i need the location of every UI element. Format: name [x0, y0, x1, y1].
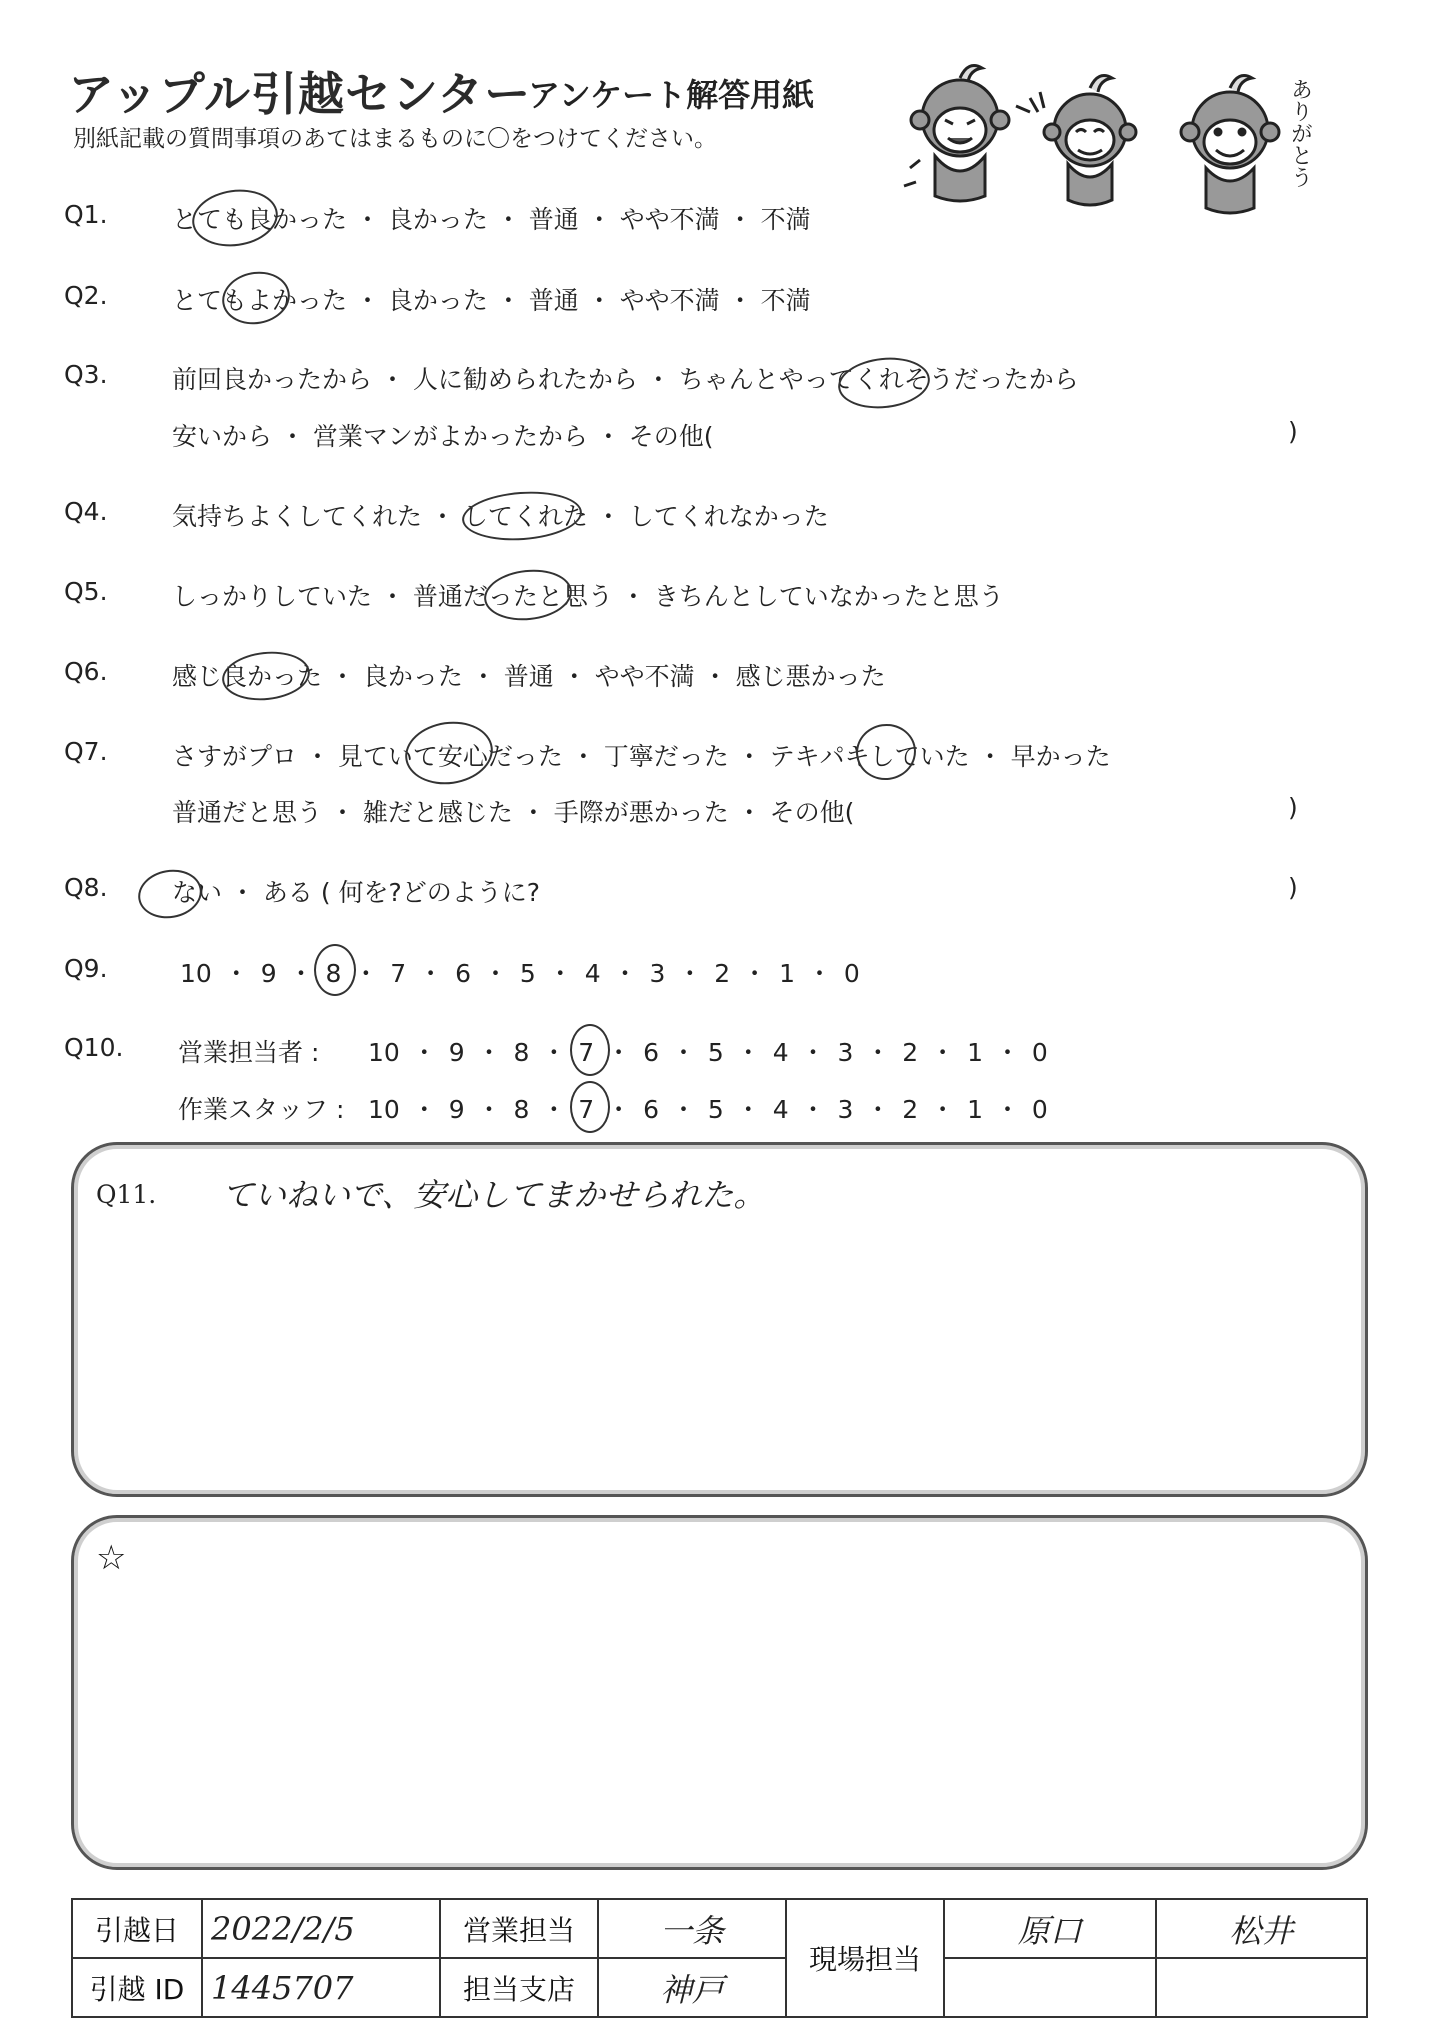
q10-sales-label: 営業担当者 :	[178, 1038, 320, 1067]
q10-sales-selection-circle	[570, 1024, 610, 1076]
q8-close-paren: )	[1288, 873, 1298, 902]
move-id-label: 引越 ID	[72, 1958, 202, 2017]
q5-selection-circle	[482, 566, 575, 625]
move-id-value[interactable]: 1445707	[202, 1958, 440, 2017]
thanks-text: ありがとう	[1287, 78, 1313, 188]
q7-selection-circle-2	[852, 720, 919, 784]
q10-staff-selection-circle	[570, 1081, 610, 1133]
q7-options-line2[interactable]: 普通だと思う ・ 雑だと感じた ・ 手際が悪かった ・ その他(	[172, 798, 855, 827]
move-date-label: 引越日	[72, 1899, 202, 1958]
move-date-value[interactable]: 2022/2/5	[202, 1899, 440, 1958]
q6-options[interactable]: 感じ良かった ・ 良かった ・ 普通 ・ やや不満 ・ 感じ悪かった	[172, 662, 886, 691]
q9-selection-circle	[314, 944, 356, 996]
q3-options-line1[interactable]: 前回良かったから ・ 人に勧められたから ・ ちゃんとやってくれそうだったから	[172, 365, 1079, 394]
q4-options[interactable]: 気持ちよくしてくれた ・ してくれた ・ してくれなかった	[172, 502, 829, 531]
q2-options[interactable]: とてもよかった ・ 良かった ・ 普通 ・ やや不満 ・ 不満	[172, 286, 811, 315]
sales-rep-label: 営業担当	[440, 1899, 598, 1958]
free-comment-area[interactable]	[120, 1560, 1320, 1840]
q7-close-paren: )	[1288, 793, 1298, 822]
q9-number: Q9.	[64, 954, 108, 983]
q11-number: Q11.	[96, 1180, 157, 1209]
q9-scale[interactable]: 10 ・ 9 ・ 8 ・ 7 ・ 6 ・ 5 ・ 4 ・ 3 ・ 2 ・ 1 ・ 0	[180, 959, 860, 988]
q3-options-line2[interactable]: 安いから ・ 営業マンがよかったから ・ その他(	[172, 422, 714, 451]
q4-number: Q4.	[64, 497, 108, 526]
q10-staff-scale[interactable]: 10 ・ 9 ・ 8 ・ 7 ・ 6 ・ 5 ・ 4 ・ 3 ・ 2 ・ 1 ・ 0	[368, 1095, 1048, 1124]
site-staff-value-1[interactable]: 原口	[944, 1899, 1156, 1958]
q10-sales-scale[interactable]: 10 ・ 9 ・ 8 ・ 7 ・ 6 ・ 5 ・ 4 ・ 3 ・ 2 ・ 1 ・ 0	[368, 1038, 1048, 1067]
q1-number: Q1.	[64, 200, 108, 229]
q2-selection-circle	[218, 266, 294, 329]
site-staff-label: 現場担当	[786, 1899, 944, 2017]
q8-options[interactable]: ない ・ ある ( 何を?どのように?	[172, 878, 541, 907]
form-subtitle: アンケート解答用紙	[528, 76, 815, 114]
branch-value[interactable]: 神戸	[598, 1958, 786, 2017]
q10-number: Q10.	[64, 1033, 124, 1062]
q10-staff-label: 作業スタッフ :	[178, 1095, 345, 1124]
site-staff-empty-2[interactable]	[1156, 1958, 1368, 2017]
q5-number: Q5.	[64, 577, 108, 606]
star-icon: ☆	[96, 1538, 127, 1578]
q7-number: Q7.	[64, 737, 108, 766]
q1-options[interactable]: とても良かった ・ 良かった ・ 普通 ・ やや不満 ・ 不満	[172, 205, 811, 234]
company-title: アップル引越センター	[68, 67, 532, 121]
q3-close-paren: )	[1288, 417, 1298, 446]
q7-selection-circle-1	[401, 716, 497, 790]
q5-options[interactable]: しっかりしていた ・ 普通だったと思う ・ きちんとしていなかったと思う	[172, 582, 1004, 611]
q2-number: Q2.	[64, 281, 108, 310]
q7-options-line1[interactable]: さすがプロ ・ 見ていて安心だった ・ 丁寧だった ・ テキパキしていた ・ 早かった	[172, 742, 1111, 771]
instructions: 別紙記載の質問事項のあてはまるものに〇をつけてください。	[73, 126, 717, 152]
sales-rep-value[interactable]: 一条	[598, 1899, 786, 1958]
monkey-mascot-illustration	[890, 58, 1360, 238]
q6-number: Q6.	[64, 657, 108, 686]
branch-label: 担当支店	[440, 1958, 598, 2017]
q11-handwritten-answer[interactable]: ていねいで、安心してまかせられた。	[222, 1176, 766, 1214]
footer-info-table	[71, 1898, 1368, 2018]
q8-number: Q8.	[64, 873, 108, 902]
q3-number: Q3.	[64, 360, 108, 389]
site-staff-empty-1[interactable]	[944, 1958, 1156, 2017]
site-staff-value-2[interactable]: 松井	[1156, 1899, 1368, 1958]
q1-selection-circle	[189, 184, 282, 251]
